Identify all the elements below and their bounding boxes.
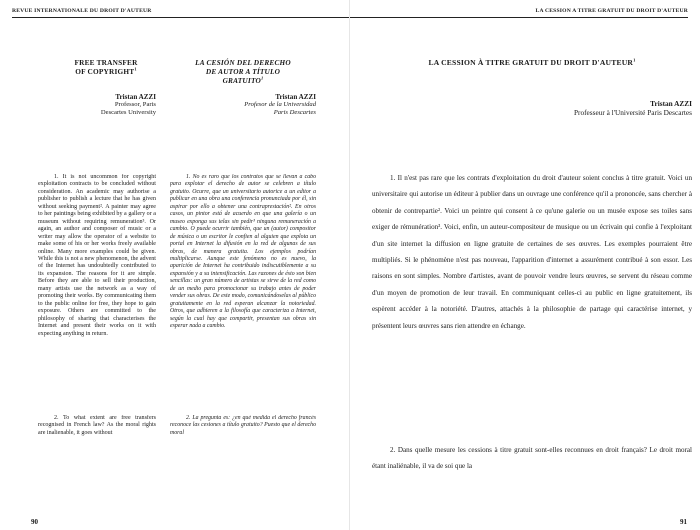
spanish-author: Tristan AZZI <box>275 93 316 101</box>
french-column <box>372 58 692 117</box>
right-page <box>350 0 700 530</box>
spanish-title-line3: GRATUITO <box>222 76 261 85</box>
english-footnote-mark: 1 <box>134 66 137 72</box>
english-affiliation-line2: Descartes University <box>100 109 156 117</box>
spanish-footnote-mark: 1 <box>260 75 264 81</box>
spanish-affiliation-line2: Paris Descartes <box>273 109 316 117</box>
french-author: Tristan AZZI <box>650 99 692 108</box>
english-para2 <box>38 415 156 438</box>
english-para1 <box>38 174 156 398</box>
french-affiliation: Professeur à l'Université Paris Descartes <box>573 108 692 117</box>
spanish-title-line1: LA CESIÓN DEL DERECHO <box>195 58 291 67</box>
english-affiliation-line1: Professor, Paris <box>114 101 156 109</box>
french-para1-text: 1. Il n'est pas rare que les contrats d'exploitation du droit d'auteur soient conclus à titre gratuit. Voici un universitaire qui autorise un éditeur à publier dans un ouvrage une conférence qu'il a prononcée, sans chercher à obtenir de contrepartie². Voici un peintre qui consent à ce qu'une galerie ou un musée expose ses toiles sans exiger de rémunération³. Voici, enfin, un auteur-compositeur de musique ou un écrivain qui confie à l'exploitant d'un site internet la diffusion en ligne gratuite de certaines de ses œuvres. Les exemples pourraient être multipliés. Si le phénomène n'est pas nouveau, l'apparition d'internet a assurément contribué à son essor. Les raisons en sont simples. Nombre d'artistes, avant de pouvoir vendre leurs œuvres, se servent du réseau comme d'un moyen de promotion de leur travail. En communiquant celles-ci au public en ligne gratuitement, ils espèrent accéder à la notoriété. D'autres, attachés à la philosophie de partage qui caractérise internet, y présentent leurs œuvres sans rien attendre en échange. <box>372 174 692 330</box>
running-head-left: REVUE INTERNATIONALE DU DROIT D'AUTEUR <box>12 8 152 14</box>
french-para2-text: 2. Dans quelle mesure les cessions à titre gratuit sont-elles reconnues en droit français? Le droit moral étant inaliénable, il va de soi que la <box>372 446 692 471</box>
spanish-affiliation-line1: Profesor de la Universidad <box>244 101 316 109</box>
english-para1-text: 1. It is not uncommon for copyright exploitation contracts to be concluded without consideration. An academic may authorise a publisher to publish a lecture that he has given without seeking payment². A painter may agree to her paintings being exhibited by a gallery or a museum without requiring remuneration³. Or again, an author and composer of music or a writer may allow the operator of a website to make some of his or her works freely available online. Many more examples could be given. While this is not a new phenomenon, the advent of the Internet has undoubtedly contributed to its expansion. The reasons for it are simple. Before they are able to sell their production, many artists use the network as a way of promoting their works. By communicating them to the public online for free, they hope to gain exposure. Others are committed to the philosophy of sharing that characterises the Internet and present their works on it with expecting anything in return. <box>38 174 156 337</box>
english-title <box>38 58 156 76</box>
english-title-line2-wrap <box>56 67 156 76</box>
french-para2 <box>372 442 692 475</box>
english-para2-text: 2. To what extent are free transfers recognised in French law? As the moral rights are inalienable, it goes without <box>38 415 156 436</box>
english-column <box>38 58 156 117</box>
spanish-column <box>170 58 316 117</box>
spanish-title <box>170 58 316 85</box>
spanish-para2 <box>170 415 316 438</box>
french-para1 <box>372 170 692 432</box>
english-author: Tristan AZZI <box>115 93 156 101</box>
french-footnote-mark: 1 <box>633 57 636 63</box>
header-rule-right <box>350 17 688 18</box>
spanish-para1-text: 1. No es raro que los contratos que se llevan a cabo para explotar el derecho de autor se celebren a título gratuito. Ocurre, que un universitario autorice a un editor a publicar en una obra una conferencia pronunciada por él, sin aspirar por ello a obtener una contraprestación². En otros casos, un pintor está de acuerdo en que una galería o un museo exponga sus telas sin pedir³ ninguna remuneración a cambio. O puede ocurrir también, que un (autor) compositor de música o un escritor le confien al alguien que explota un portal en Internet la difusión en la red de algunas de sus obras, de manera gratuita. Los ejemplos podrían multiplicarse. Aunque este fenómeno no es nuevo, la aparición de Internet ha contribuido indiscutiblemente a su expansión y a su intensificación. Las razones de ésto son bien sencillas: un gran número de artistas se sirve de la red como de un medio para promocionar su trabajo antes de poder vender sus obras. De este modo, comunicándoselas al público gratuitamente en la red esperan alcanzar la notoriedad. Otros, que adhieren a la filosofía que caracteriza a Internet, según la cual hay que compartir, presentan sus obras sin esperar nada a cambio. <box>170 174 316 330</box>
running-head-right: LA CESSION A TITRE GRATUIT DU DROIT D'AUTEUR <box>535 8 688 14</box>
spanish-title-line3-wrap <box>170 76 316 85</box>
english-title-line1: FREE TRANSFER <box>74 58 138 67</box>
spanish-para2-text: 2. La pregunta es: ¿en qué medida el derecho francés reconoce las cesiones a título gratuito? Puesto que el derecho moral <box>170 415 316 436</box>
french-title-wrap <box>372 58 692 67</box>
header-rule-left <box>12 17 350 18</box>
french-title: LA CESSION À TITRE GRATUIT DU DROIT D'AUTEUR <box>428 58 634 67</box>
spanish-title-line2: DE AUTOR A TÍTULO <box>205 67 281 76</box>
spanish-para1 <box>170 174 316 417</box>
english-title-line2: OF COPYRIGHT <box>75 67 135 76</box>
page-number-right: 91 <box>680 518 687 526</box>
page-number-left: 90 <box>31 518 38 526</box>
